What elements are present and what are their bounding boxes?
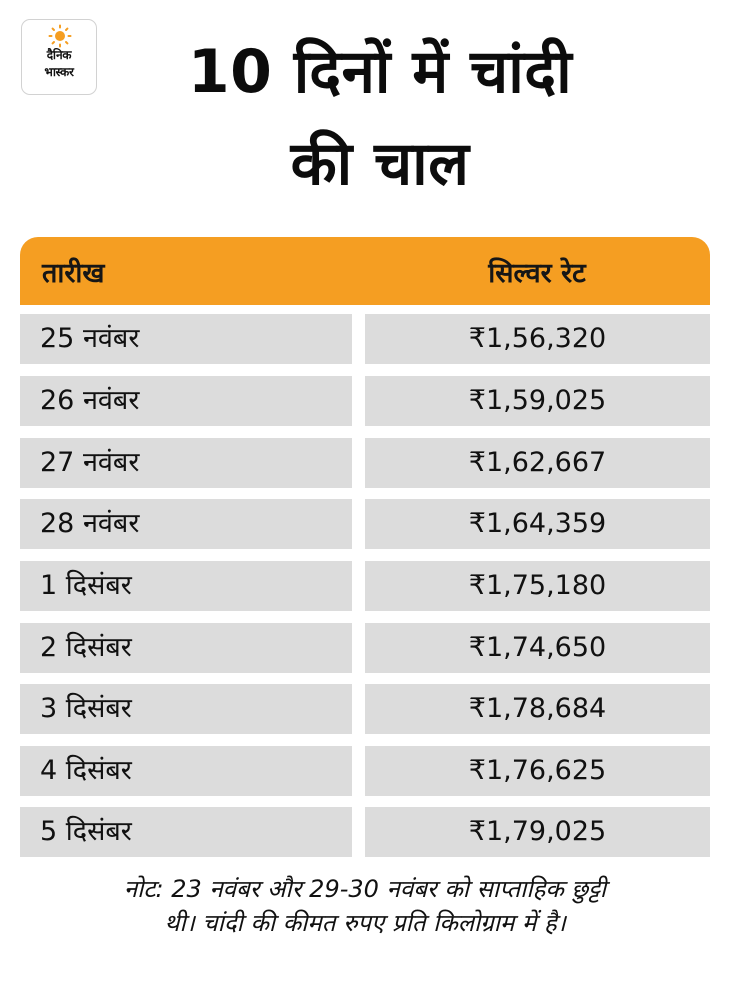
table-row xyxy=(20,499,710,549)
rate-cell: ₹1,78,684 xyxy=(365,684,710,734)
date-cell: 27 नवंबर xyxy=(20,438,352,488)
footnote xyxy=(20,872,710,940)
table-header xyxy=(20,237,710,305)
date-cell: 4 दिसंबर xyxy=(20,746,352,796)
date-cell: 5 दिसंबर xyxy=(20,807,352,857)
date-cell: 28 नवंबर xyxy=(20,499,352,549)
logo-text-line1: दैनिक xyxy=(46,48,72,62)
logo-text-line2: भास्कर xyxy=(44,65,74,79)
rate-cell: ₹1,62,667 xyxy=(365,438,710,488)
column-header-silver-rate: सिल्वर रेट xyxy=(488,258,586,289)
rate-cell: ₹1,75,180 xyxy=(365,561,710,611)
rate-cell: ₹1,74,650 xyxy=(365,623,710,673)
date-cell: 1 दिसंबर xyxy=(20,561,352,611)
table-row xyxy=(20,438,710,488)
table-row xyxy=(20,623,710,673)
rate-cell: ₹1,76,625 xyxy=(365,746,710,796)
page-title xyxy=(110,26,650,210)
footnote-line1: नोट: 23 नवंबर और 29-30 नवंबर को साप्ताहिक छुट्टी xyxy=(123,875,607,903)
title-line2: की चाल xyxy=(290,129,470,199)
rate-cell: ₹1,64,359 xyxy=(365,499,710,549)
title-line1: 10 दिनों में चांदी xyxy=(187,37,573,107)
date-cell: 3 दिसंबर xyxy=(20,684,352,734)
table-row xyxy=(20,314,710,364)
dainik-bhaskar-logo xyxy=(21,19,97,95)
footnote-line2: थी। चांदी की कीमत रुपए प्रति किलोग्राम में है। xyxy=(164,909,566,937)
date-cell: 26 नवंबर xyxy=(20,376,352,426)
table-row xyxy=(20,561,710,611)
column-header-date: तारीख xyxy=(42,258,105,289)
table-row xyxy=(20,746,710,796)
date-cell: 25 नवंबर xyxy=(20,314,352,364)
table-row xyxy=(20,807,710,857)
rate-cell: ₹1,56,320 xyxy=(365,314,710,364)
sun-icon xyxy=(48,24,72,48)
date-cell: 2 दिसंबर xyxy=(20,623,352,673)
table-row xyxy=(20,684,710,734)
table-row xyxy=(20,376,710,426)
rate-cell: ₹1,79,025 xyxy=(365,807,710,857)
rate-cell: ₹1,59,025 xyxy=(365,376,710,426)
